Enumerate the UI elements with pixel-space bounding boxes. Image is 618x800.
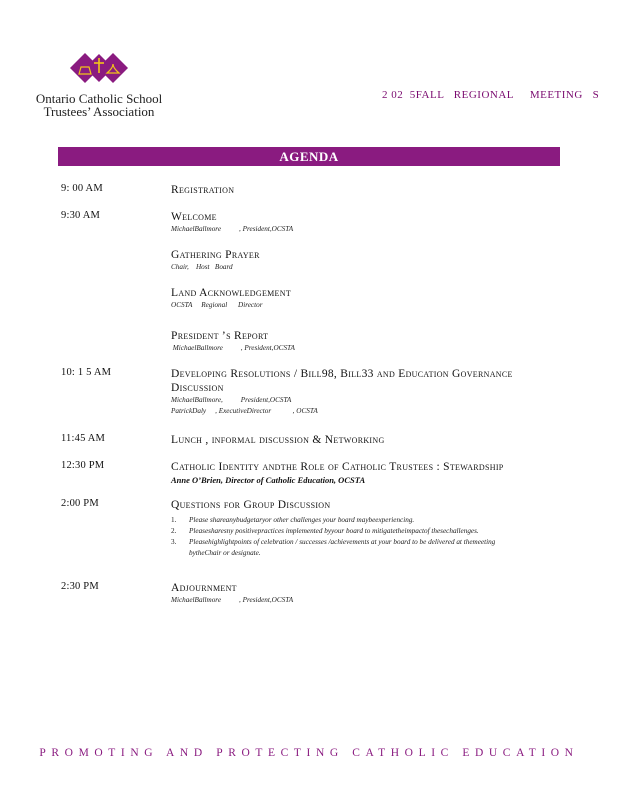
agenda-time: 9: 00 AM bbox=[61, 183, 103, 194]
agenda-title: Registration bbox=[171, 184, 235, 196]
agenda-time: 12:30 PM bbox=[61, 460, 105, 471]
agenda-presenter: Chair, Host Board bbox=[171, 263, 233, 271]
agenda-presenter: MichaelBallmore, President,OCSTA bbox=[171, 396, 292, 404]
question-list bbox=[171, 515, 521, 559]
agenda-presenter: Anne O’Brien, Director of Catholic Education, OCSTA bbox=[171, 475, 366, 485]
agenda-title: President ’s Report bbox=[171, 330, 269, 342]
agenda-presenter: MichaelBallmore , President,OCSTA bbox=[171, 225, 294, 233]
agenda-presenter: MichaelBallmore , President,OCSTA bbox=[171, 596, 294, 604]
agenda-title: Questions for Group Discussion bbox=[171, 499, 331, 511]
agenda-title: Catholic Identity andthe Role of Catholic Trustees : Stewardship bbox=[171, 461, 504, 473]
agenda-presenter: MichaelBallmore , President,OCSTA bbox=[171, 344, 295, 352]
question-item: 3. Pleasehighlightpoints of celebration / successes /achievements at your board to be delivered at themeeting bytheChair or designate. bbox=[171, 538, 496, 557]
agenda-time: 10: 1 5 AM bbox=[61, 367, 112, 378]
agenda-bar: AGENDA bbox=[58, 147, 560, 166]
agenda-title: Developing Resolutions / Bill98, Bill33 and Education Governance Discussion bbox=[171, 368, 513, 394]
agenda-title: Land Acknowledgement bbox=[171, 287, 291, 299]
agenda-time: 2:00 PM bbox=[61, 498, 99, 509]
agenda-time: 11:45 AM bbox=[61, 433, 106, 444]
agenda-title: Lunch , informal discussion & Networking bbox=[171, 434, 385, 446]
question-item: 1. Please shareanybudgetaryor other challenges your board maybeexperiencing. bbox=[171, 516, 415, 524]
footer-tagline: PROMOTING AND PROTECTING CATHOLIC EDUCATION bbox=[39, 747, 579, 759]
agenda-title: Gathering Prayer bbox=[171, 249, 260, 261]
agenda-presenter: OCSTA Regional Director bbox=[171, 301, 263, 309]
agenda-title: Welcome bbox=[171, 211, 217, 223]
ocsta-emblem-icon bbox=[68, 46, 130, 90]
logo-line1: Ontario Catholic School bbox=[35, 91, 163, 106]
meeting-title: 2 02 5FALL REGIONAL MEETING S bbox=[382, 89, 600, 101]
agenda-title: Adjournment bbox=[171, 582, 237, 594]
agenda-presenter-2: PatrickDaly , ExecutiveDirector , OCSTA bbox=[171, 407, 318, 415]
agenda-time: 2:30 PM bbox=[61, 581, 99, 592]
logo-line2: Trustees’ Association bbox=[43, 104, 155, 119]
question-item: 2. Pleasesharesny positivepractices implemented byyour board to mitigatetheimpactof thesechallenges. bbox=[171, 527, 479, 535]
agenda-time: 9:30 AM bbox=[61, 210, 101, 221]
ocsta-logo bbox=[34, 46, 164, 122]
